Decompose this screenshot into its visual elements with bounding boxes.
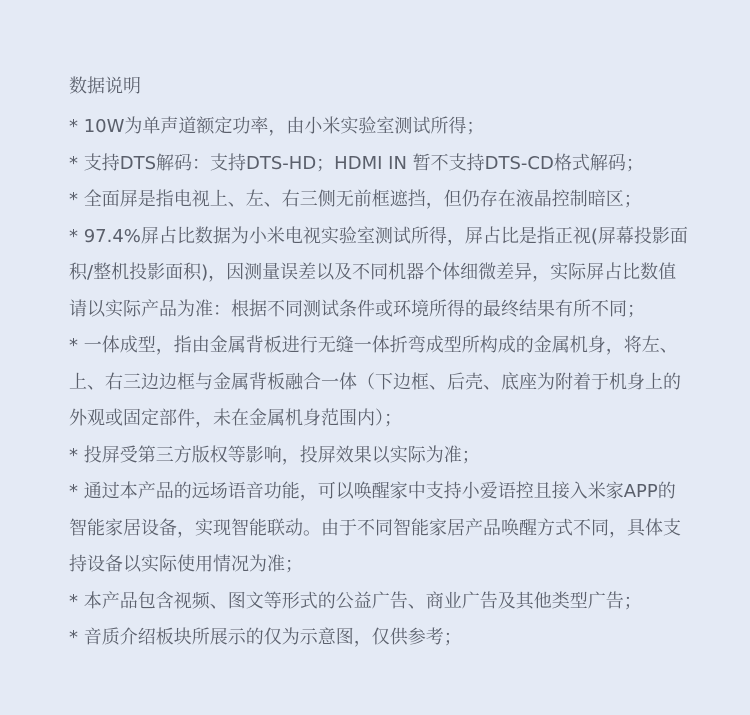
note-text: * 10W为单声道额定功率，由小米实验室测试所得； xyxy=(69,116,485,137)
note-text: * 通过本产品的远场语音功能，可以唤醒家中支持小爱语控且接入米家APP的智能家居设备，实现智能联动。由于不同智能家居产品唤醒方式不同，具体支持设备以实际使用情况为准； xyxy=(69,481,681,575)
note-item xyxy=(69,328,690,438)
note-text: * 音质介绍板块所展示的仅为示意图，仅供参考； xyxy=(69,627,462,648)
note-text: * 97.4%屏占比数据为小米电视实验室测试所得，屏占比是指正视(屏幕投影面积/整机投影面积)，因测量误差以及不同机器个体细微差异，实际屏占比数值请以实际产品为准：根据不同测试条件或环境所得的最终结果有所不同； xyxy=(69,225,688,320)
note-text: * 投屏受第三方版权等影响，投屏效果以实际为准； xyxy=(69,444,480,466)
note-text: * 支持DTS解码：支持DTS-HD；HDMI IN 暂不支持DTS-CD格式解码； xyxy=(69,152,644,174)
note-text: * 全面屏是指电视上、左、右三侧无前框遮挡，但仍存在液晶控制暗区； xyxy=(69,189,642,210)
note-text: * 本产品包含视频、图文等形式的公益广告、商业广告及其他类型广告； xyxy=(69,590,642,612)
note-item xyxy=(69,584,690,621)
note-item xyxy=(69,109,690,146)
note-item xyxy=(69,620,690,657)
section-title: 数据说明 xyxy=(69,76,141,97)
note-item xyxy=(69,438,690,475)
note-item xyxy=(69,474,690,584)
note-item xyxy=(69,146,690,183)
notes-list xyxy=(69,109,690,657)
note-item xyxy=(69,219,690,329)
note-item xyxy=(69,182,690,219)
note-text: * 一体成型，指由金属背板进行无缝一体折弯成型所构成的金属机身，将左、上、右三边边框与金属背板融合一体（下边框、后壳、底座为附着于机身上的外观或固定部件，未在金属机身范围内）； xyxy=(69,335,681,429)
